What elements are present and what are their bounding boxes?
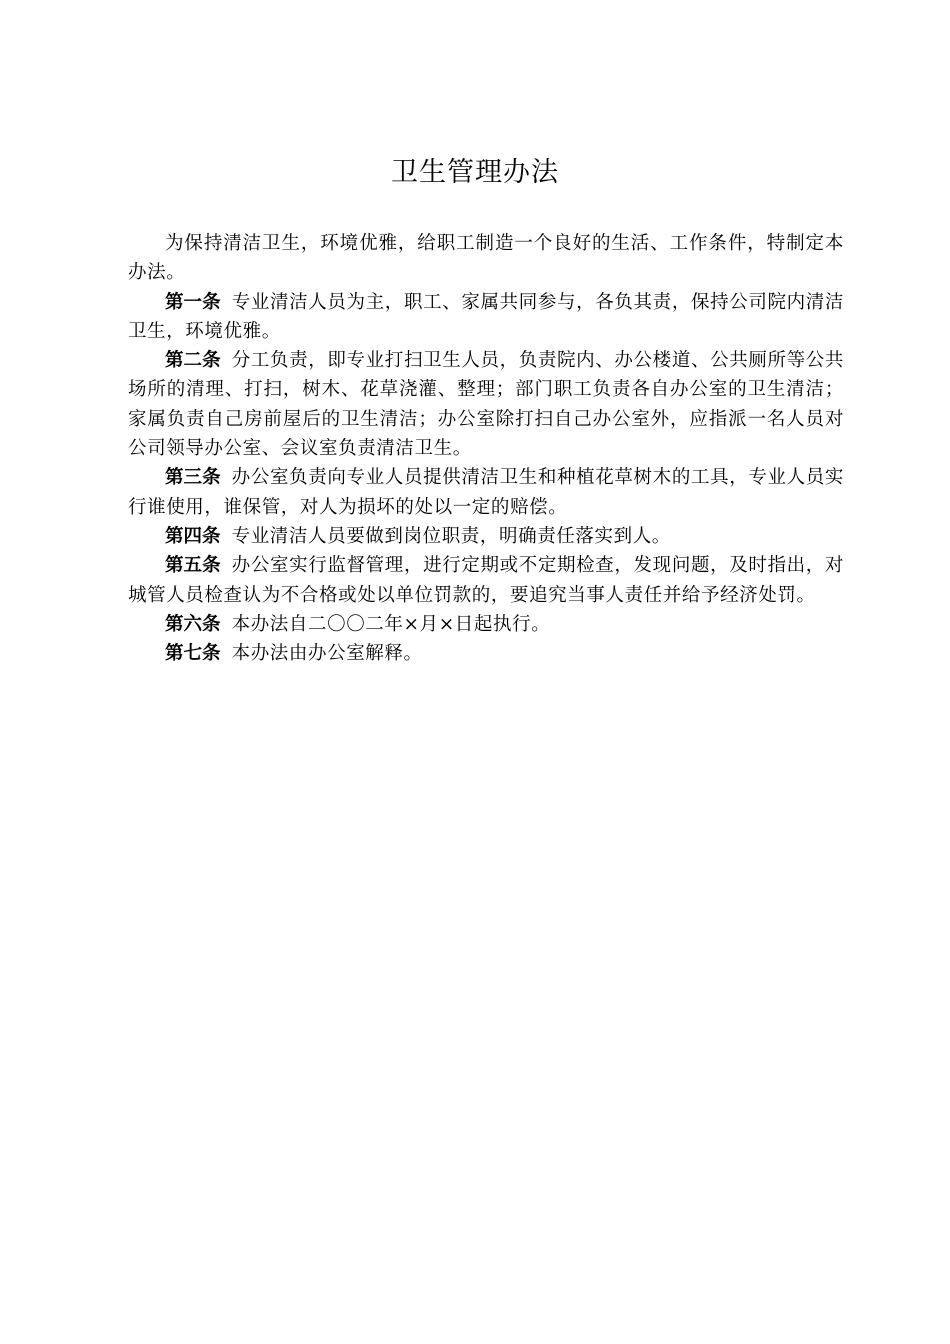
clause-4 [128, 522, 844, 551]
clause-5-text: 办公室实行监督管理，进行定期或不定期检查，发现问题，及时指出，对城管人员检查认为不合格或处以单位罚款的，要追究当事人责任并给予经济处罚。 [128, 555, 844, 606]
clause-1 [128, 288, 844, 347]
document-title: 卫生管理办法 [391, 157, 559, 188]
clause-6 [128, 610, 844, 639]
clause-3 [128, 463, 844, 522]
clause-7-text: 本办法由办公室解释。 [231, 643, 423, 665]
clause-3-text: 办公室负责向专业人员提供清洁卫生和种植花草树木的工具，专业人员实行谁使用，谁保管，对人为损坏的处以一定的赔偿。 [128, 467, 844, 518]
clause-4-label: 第四条 [165, 525, 221, 547]
clause-6-text: 本办法自二〇〇二年×月×日起执行。 [231, 613, 551, 635]
clause-4-text: 专业清洁人员要做到岗位职责，明确责任落实到人。 [231, 525, 671, 547]
clause-5-label: 第五条 [165, 555, 221, 577]
document-body [128, 229, 844, 668]
clause-7 [128, 639, 844, 668]
clause-7-label: 第七条 [165, 643, 221, 665]
clause-2 [128, 346, 844, 463]
clause-1-text: 专业清洁人员为主，职工、家属共同参与，各负其责，保持公司院内清洁卫生，环境优雅。 [128, 291, 844, 342]
clause-1-label: 第一条 [165, 291, 221, 313]
clause-3-label: 第三条 [165, 467, 221, 489]
clause-2-label: 第二条 [165, 350, 221, 372]
clause-5 [128, 551, 844, 610]
clause-2-text: 分工负责，即专业打扫卫生人员，负责院内、办公楼道、公共厕所等公共场所的清理、打扫，树木、花草浇灌、整理；部门职工负责各自办公室的卫生清洁；家属负责自己房前屋后的卫生清洁；办公室除打扫自己办公室外，应指派一名人员对公司领导办公室、会议室负责清洁卫生。 [128, 350, 844, 460]
intro-paragraph: 为保持清洁卫生，环境优雅，给职工制造一个良好的生活、工作条件，特制定本办法。 [128, 233, 844, 284]
clause-6-label: 第六条 [165, 613, 221, 635]
